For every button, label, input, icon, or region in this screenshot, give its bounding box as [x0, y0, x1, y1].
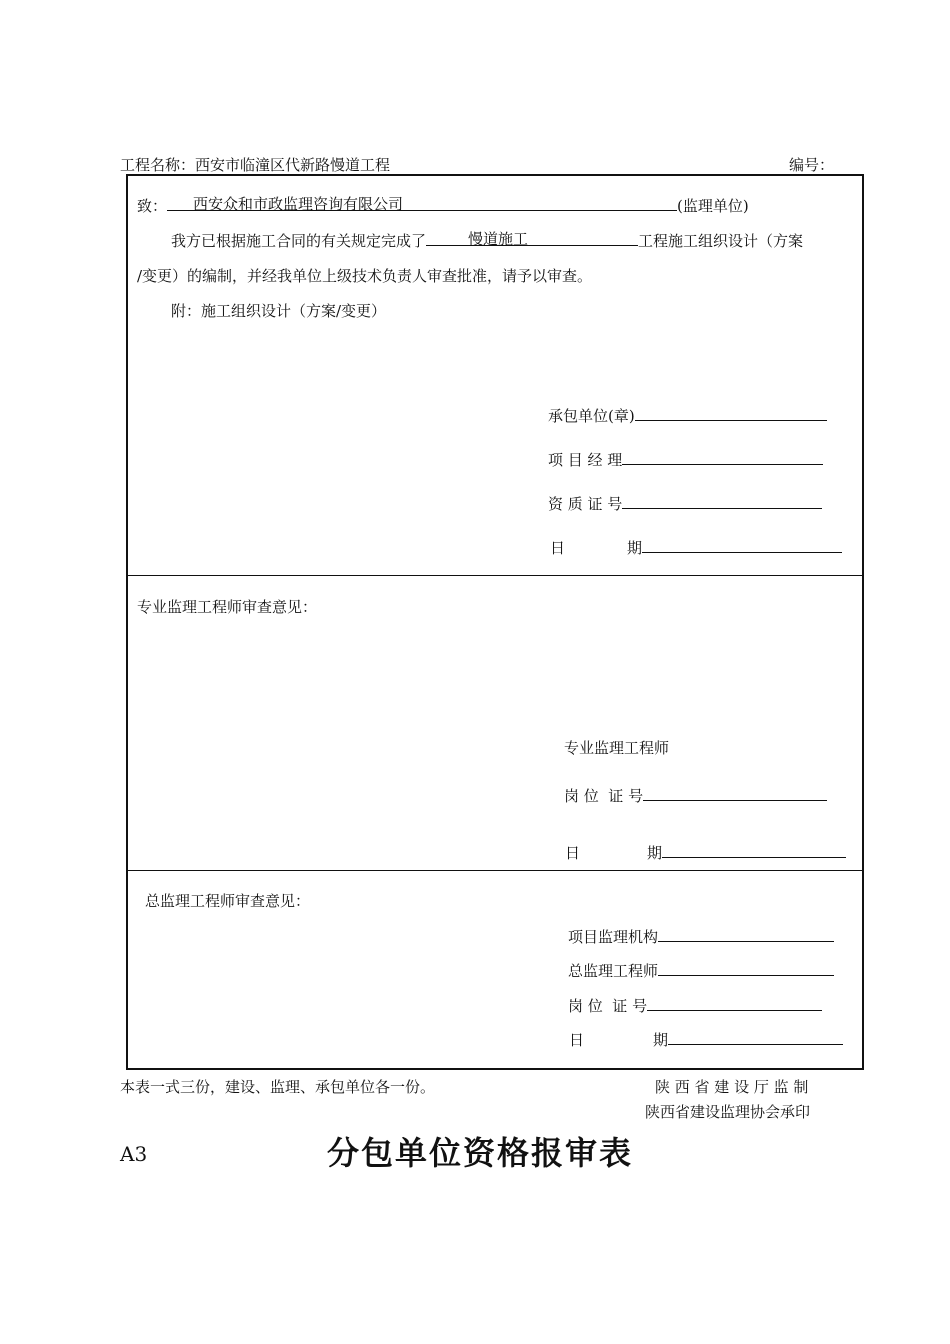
signature-line: [622, 492, 822, 509]
project-name: 工程名称：西安市临潼区代新路慢道工程: [120, 156, 391, 174]
completion-prefix: 我方已根据施工合同的有关规定完成了: [171, 232, 427, 250]
signature-line: [662, 841, 846, 858]
signature-line: [643, 784, 827, 801]
form-code: A3: [120, 1142, 148, 1166]
date-label-2: 期: [627, 539, 643, 557]
specialist-date-row: [565, 841, 846, 863]
date-label: 日: [569, 1031, 585, 1049]
date-row: [550, 536, 842, 558]
form-title: 分包单位资格报审表: [327, 1134, 634, 1172]
qualification-row: [548, 492, 822, 514]
chief-cert-row: [568, 994, 822, 1016]
chief-engineer-row: [568, 959, 834, 981]
date-label: 日: [565, 844, 581, 862]
chief-date-row: [569, 1028, 843, 1050]
to-label: 致：: [137, 197, 168, 215]
completion-line: [171, 229, 803, 251]
supervision-org-row: [568, 925, 834, 947]
specialist-opinion-label: 专业监理工程师审查意见：: [137, 598, 318, 616]
signature-line: [668, 1028, 843, 1045]
addressee-underline: [167, 194, 677, 211]
chief-label: 总监理工程师: [568, 962, 659, 980]
post-cert-label: 岗 位 证 号: [564, 787, 644, 805]
addressee-line: [137, 194, 749, 216]
date-label: 日: [550, 539, 566, 557]
printer-note: 陕西省建设监理协会承印: [645, 1103, 811, 1121]
section-divider: [126, 870, 864, 871]
signature-line: [658, 959, 834, 976]
signature-line: [622, 448, 823, 465]
section-divider: [126, 575, 864, 576]
date-label-2: 期: [653, 1031, 669, 1049]
signature-line: [642, 536, 842, 553]
specialist-cert-row: [564, 784, 827, 806]
specialist-engineer-label: 专业监理工程师: [564, 739, 670, 757]
addressee-suffix: (监理单位): [677, 197, 749, 215]
completion-suffix: 工程施工组织设计（方案: [638, 232, 804, 250]
signature-line: [658, 925, 834, 942]
date-label-2: 期: [647, 844, 663, 862]
copies-note: 本表一式三份，建设、监理、承包单位各一份。: [120, 1078, 436, 1096]
work-fill-underline: [426, 229, 638, 246]
serial-number-label: 编号：: [789, 156, 835, 174]
signature-line: [635, 404, 827, 421]
qualification-label: 资 质 证 号: [548, 495, 623, 513]
attachment-line: 附：施工组织设计（方案/变更）: [171, 302, 387, 320]
contractor-unit-label: 承包单位(章): [548, 407, 635, 425]
signature-line: [647, 994, 822, 1011]
post-cert-label: 岗 位 证 号: [568, 997, 648, 1015]
addressee-name: 西安众和市政监理咨询有限公司: [193, 195, 404, 213]
project-manager-row: [548, 448, 823, 470]
contractor-unit-row: [548, 404, 827, 426]
work-fill: 慢道施工: [468, 230, 529, 248]
approval-line: /变更）的编制，并经我单位上级技术负责人审查批准，请予以审查。: [137, 267, 593, 285]
project-manager-label: 项 目 经 理: [548, 451, 623, 469]
chief-opinion-label: 总监理工程师审查意见：: [145, 892, 311, 910]
org-label: 项目监理机构: [568, 928, 659, 946]
supervisor-note: 陕 西 省 建 设 厅 监 制: [655, 1078, 809, 1096]
